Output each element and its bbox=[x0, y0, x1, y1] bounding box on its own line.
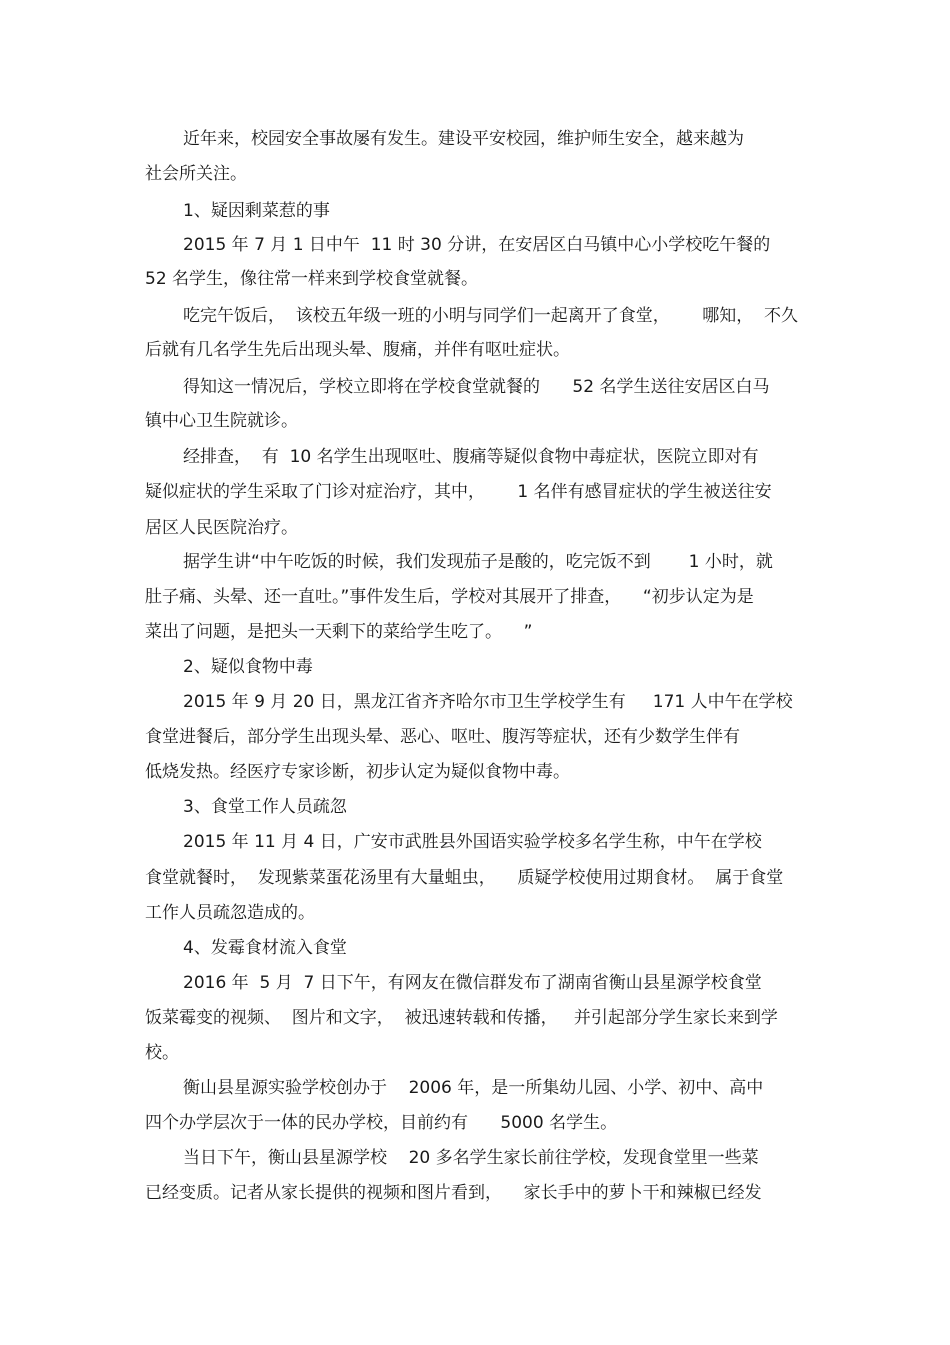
paragraph-line: 据学生讲“中午吃饭的时候，我们发现茄子是酸的，吃完饭不到 1 小时，就 bbox=[183, 552, 773, 572]
paragraph-line: 已经变质。记者从家长提供的视频和图片看到， 家长手中的萝卜干和辣椒已经发 bbox=[145, 1183, 762, 1203]
paragraph-line: 食堂就餐时， 发现紫菜蛋花汤里有大量蛆虫， 质疑学校使用过期食材。 属于食堂 bbox=[145, 868, 784, 888]
paragraph-line: 近年来，校园安全事故屡有发生。建设平安校园，维护师生安全，越来越为 bbox=[183, 129, 744, 149]
paragraph-line: 经排查， 有 10 名学生出现呕吐、腹痛等疑似食物中毒症状，医院立即对有 bbox=[183, 447, 759, 467]
paragraph-line: 2015 年 9 月 20 日，黑龙江省齐齐哈尔市卫生学校学生有 171 人中午在学校 bbox=[183, 692, 793, 712]
paragraph-line: 2015 年 7 月 1 日中午 11 时 30 分讲，在安居区白马镇中心小学校吃午餐的 bbox=[183, 235, 771, 255]
paragraph-line: 镇中心卫生院就诊。 bbox=[145, 411, 298, 431]
paragraph-line: 四个办学层次于一体的民办学校，目前约有 5000 名学生。 bbox=[145, 1113, 618, 1133]
paragraph-line: 吃完午饭后， 该校五年级一班的小明与同学们一起离开了食堂， 哪知， 不久 bbox=[183, 306, 799, 326]
paragraph-line: 食堂进餐后，部分学生出现头晕、恶心、呕吐、腹泻等症状，还有少数学生伴有 bbox=[145, 727, 740, 747]
paragraph-line: 肚子痛、头晕、还一直吐。”事件发生后，学校对其展开了排查， “初步认定为是 bbox=[145, 587, 754, 607]
paragraph-line: 2015 年 11 月 4 日，广安市武胜县外国语实验学校多名学生称，中午在学校 bbox=[183, 832, 762, 852]
section-heading: 2、疑似食物中毒 bbox=[183, 657, 313, 677]
paragraph-line: 当日下午，衡山县星源学校 20 多名学生家长前往学校，发现食堂里一些菜 bbox=[183, 1148, 759, 1168]
paragraph-line: 社会所关注。 bbox=[145, 164, 247, 184]
paragraph-line: 2016 年 5 月 7 日下午，有网友在微信群发布了湖南省衡山县星源学校食堂 bbox=[183, 973, 762, 993]
paragraph-line: 后就有几名学生先后出现头晕、腹痛，并伴有呕吐症状。 bbox=[145, 340, 570, 360]
paragraph-line: 菜出了问题，是把头一天剩下的菜给学生吃了。 ” bbox=[145, 622, 533, 642]
paragraph-line: 工作人员疏忽造成的。 bbox=[145, 903, 315, 923]
paragraph-line: 得知这一情况后，学校立即将在学校食堂就餐的 52 名学生送往安居区白马 bbox=[183, 377, 770, 397]
paragraph-line: 疑似症状的学生采取了门诊对症治疗，其中， 1 名伴有感冒症状的学生被送往安 bbox=[145, 482, 772, 502]
paragraph-line: 饭菜霉变的视频、 图片和文字， 被迅速转载和传播， 并引起部分学生家长来到学 bbox=[145, 1008, 778, 1028]
section-heading: 3、食堂工作人员疏忽 bbox=[183, 797, 347, 817]
paragraph-line: 52 名学生，像往常一样来到学校食堂就餐。 bbox=[145, 269, 479, 289]
section-heading: 1、疑因剩菜惹的事 bbox=[183, 201, 330, 221]
paragraph-line: 居区人民医院治疗。 bbox=[145, 518, 298, 538]
paragraph-line: 衡山县星源实验学校创办于 2006 年，是一所集幼儿园、小学、初中、高中 bbox=[183, 1078, 764, 1098]
section-heading: 4、发霉食材流入食堂 bbox=[183, 938, 347, 958]
paragraph-line: 低烧发热。经医疗专家诊断，初步认定为疑似食物中毒。 bbox=[145, 762, 570, 782]
paragraph-line: 校。 bbox=[145, 1043, 179, 1063]
